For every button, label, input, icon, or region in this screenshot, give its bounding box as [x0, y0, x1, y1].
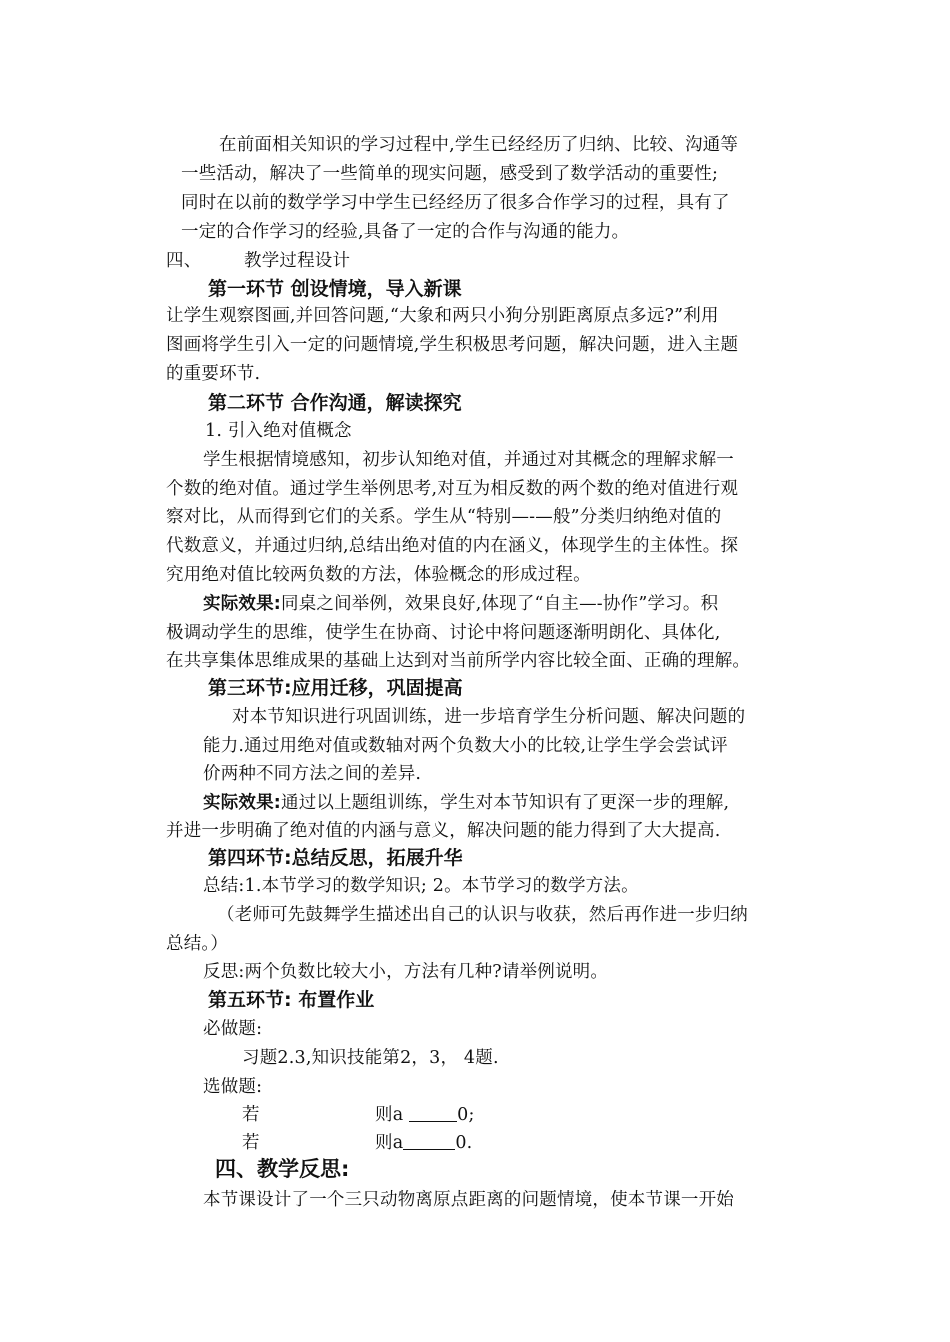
step4-summary: 总结:1.本节学习的数学知识; 2。本节学习的数学方法。 — [203, 876, 639, 896]
step2-effect-line-1 — [203, 592, 718, 616]
optional-1-blank — [409, 1103, 457, 1122]
step3-effect-text: 通过以上题组训练，学生对本节知识有了更深一步的理解, — [281, 793, 730, 813]
optional-2-then-text: 则a — [375, 1133, 404, 1153]
intro-line-3: 同时在以前的数学学习中学生已经经历了很多合作学习的过程，具有了 — [181, 193, 730, 213]
step3-line-2: 能力.通过用绝对值或数轴对两个负数大小的比较,让学生学会尝试评 — [203, 736, 728, 756]
intro-line-4: 一定的合作学习的经验,具备了一定的合作与沟通的能力。 — [181, 222, 630, 242]
step1-line-2: 图画将学生引入一定的问题情境,学生积极思考问题，解决问题，进入主题 — [166, 335, 739, 355]
required-label: 必做题: — [203, 1019, 263, 1039]
intro-line-1: 在前面相关知识的学习过程中,学生已经经历了归纳、比较、沟通等 — [219, 135, 739, 155]
step2-effect-line-3: 在共享集体思维成果的基础上达到对当前所学内容比较全面、正确的理解。 — [166, 651, 751, 671]
reflection-heading: 四、教学反思: — [215, 1157, 350, 1181]
optional-1-then — [375, 1103, 475, 1127]
step2-subheading: 1. 引入绝对值概念 — [205, 421, 352, 441]
optional-1-if: 若 — [242, 1105, 260, 1125]
optional-2-then — [375, 1131, 472, 1155]
section-title: 教学过程设计 — [244, 251, 351, 271]
step4-note-line-1: （老师可先鼓舞学生描述出自己的认识与收获，然后再作进一步归纳 — [217, 905, 748, 925]
step1-heading: 第一环节 创设情境，导入新课 — [208, 278, 462, 300]
step2-line-1: 学生根据情境感知，初步认知绝对值，并通过对其概念的理解求解一 — [203, 450, 734, 470]
step2-line-5: 究用绝对值比较两负数的方法，体验概念的形成过程。 — [166, 565, 591, 585]
step2-line-4: 代数意义，并通过归纳,总结出绝对值的内在涵义，体现学生的主体性。探 — [166, 536, 739, 556]
optional-2-end: 0. — [455, 1133, 473, 1153]
step2-line-2: 个数的绝对值。通过学生举例思考,对互为相反数的两个数的绝对值进行观 — [166, 479, 739, 499]
step3-effect-line-1 — [203, 791, 729, 815]
step4-note-line-2: 总结。） — [166, 934, 229, 954]
step2-effect-text: 同桌之间举例，效果良好,体现了“自主—-协作”学习。积 — [281, 594, 719, 614]
reflection-line-1: 本节课设计了一个三只动物离原点距离的问题情境，使本节课一开始 — [203, 1190, 734, 1210]
step2-effect-line-2: 极调动学生的思维，使学生在协商、讨论中将问题逐渐明朗化、具体化, — [166, 623, 721, 643]
optional-label: 选做题: — [203, 1077, 263, 1097]
optional-2-blank — [403, 1131, 455, 1150]
step3-line-3: 价两种不同方法之间的差异. — [203, 764, 422, 784]
step4-reflect: 反思:两个负数比较大小，方法有几种?请举例说明。 — [203, 962, 609, 982]
section-number: 四、 — [166, 251, 202, 271]
step1-line-3: 的重要环节. — [166, 364, 261, 384]
step3-heading: 第三环节:应用迁移，巩固提高 — [208, 677, 463, 699]
step1-line-1: 让学生观察图画,并回答问题,“大象和两只小狗分别距离原点多远?”利用 — [166, 306, 719, 326]
step3-effect-label: 实际效果: — [203, 793, 281, 813]
optional-2-if: 若 — [242, 1133, 260, 1153]
optional-1-end: 0; — [457, 1105, 475, 1125]
required-text: 习题2.3,知识技能第2，3， 4题. — [242, 1048, 499, 1068]
step2-effect-label: 实际效果: — [203, 594, 281, 614]
step5-heading: 第五环节: 布置作业 — [208, 989, 375, 1011]
step2-line-3: 察对比，从而得到它们的关系。学生从“特别—-—般”分类归纳绝对值的 — [166, 507, 722, 527]
step2-heading: 第二环节 合作沟通，解读探究 — [208, 392, 462, 414]
step3-effect-line-2: 并进一步明确了绝对值的内涵与意义，解决问题的能力得到了大大提高. — [166, 821, 721, 841]
intro-line-2: 一些活动，解决了一些简单的现实问题，感受到了数学活动的重要性; — [181, 164, 719, 184]
step4-heading: 第四环节:总结反思，拓展升华 — [208, 847, 463, 869]
step3-line-1: 对本节知识进行巩固训练，进一步培育学生分析问题、解决问题的 — [232, 707, 746, 727]
optional-1-then-text: 则a — [375, 1105, 404, 1125]
